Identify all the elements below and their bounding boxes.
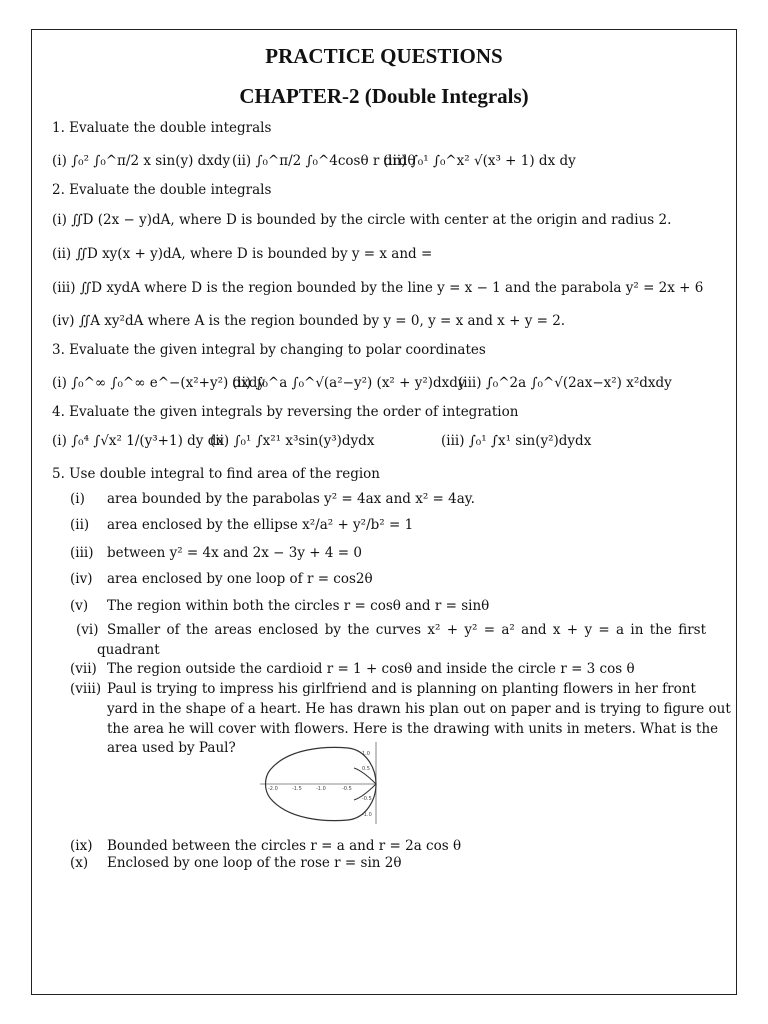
q3-part-ii: (ii) ∫₀^a ∫₀^√(a²−y²) (x² + y²)dxdy [232,375,466,391]
q3-prompt: 3. Evaluate the given integral by changing to polar coordinates [52,342,486,358]
q5-item-text: Smaller of the areas enclosed by the curves x² + y² = a² and x + y = a in the first [107,622,706,638]
chapter-subtitle: CHAPTER-2 (Double Integrals) [239,84,529,108]
q2-prompt: 2. Evaluate the double integrals [52,182,272,198]
y-tick-label: 0.5 [362,766,370,772]
q5-item-num: (iii) [70,545,94,561]
q5-item-text: area bounded by the parabolas y² = 4ax and x² = 4ay. [107,491,475,507]
x-tick-label: -0.5 [342,786,352,792]
q5-item-num: (vi) [76,622,99,638]
q1-part-ii: (ii) ∫₀^π/2 ∫₀^4cosθ r drdθ [232,153,416,169]
y-tick-label: 1.0 [362,751,370,757]
q4-part-i: (i) ∫₀⁴ ∫√x² 1/(y³+1) dy dx [52,433,224,449]
q5-item-num: (v) [70,598,89,614]
q5-item-num: (ix) [70,838,93,854]
q5-item-text: area enclosed by the ellipse x²/a² + y²/b² = 1 [107,517,414,533]
q3-part-i: (i) ∫₀^∞ ∫₀^∞ e^−(x²+y²) dxdy [52,375,266,391]
q4-part-ii: (ii) ∫₀¹ ∫x²¹ x³sin(y³)dydx [210,433,375,449]
q2-part-iv: (iv) ∬A xy²dA where A is the region bounded by y = 0, y = x and x + y = 2. [52,313,566,329]
q5-item-num: (ii) [70,517,90,533]
page-title: PRACTICE QUESTIONS [265,44,503,68]
q1-part-iii: (iii) ∫₀¹ ∫₀^x² √(x³ + 1) dx dy [383,153,576,169]
q5-item-text: Bounded between the circles r = a and r = 2a cos θ [107,838,462,854]
q1-prompt: 1. Evaluate the double integrals [52,120,272,136]
q5-item-text: The region outside the cardioid r = 1 + cosθ and inside the circle r = 3 cos θ [107,661,635,677]
y-tick-label: -1.0 [362,812,372,818]
q5-item-text: area used by Paul? [107,740,236,756]
q5-prompt: 5. Use double integral to find area of the region [52,466,380,482]
q5-item-text: area enclosed by one loop of r = cos2θ [107,571,373,587]
cardioid-figure [258,740,388,826]
y-tick-label: -0.5 [362,796,372,802]
q5-item-num: (iv) [70,571,93,587]
q5-item-num: (x) [70,855,89,871]
q4-prompt: 4. Evaluate the given integrals by reversing the order of integration [52,404,519,420]
q5-item-num: (i) [70,491,85,507]
q5-item-text: Enclosed by one loop of the rose r = sin 2θ [107,855,402,871]
x-tick-label: -2.0 [268,786,278,792]
q2-part-ii: (ii) ∬D xy(x + y)dA, where D is bounded by y = x and = [52,246,433,262]
x-tick-label: -1.5 [292,786,302,792]
q2-part-i: (i) ∬D (2x − y)dA, where D is bounded by the circle with center at the origin and radius 2. [52,212,672,228]
q5-item-text: quadrant [97,642,160,658]
q2-part-iii: (iii) ∬D xydA where D is the region bounded by the line y = x − 1 and the parabola y² = 2x + 6 [52,280,704,296]
q5-item-text: between y² = 4x and 2x − 3y + 4 = 0 [107,545,362,561]
q4-part-iii: (iii) ∫₀¹ ∫x¹ sin(y²)dydx [441,433,592,449]
q5-item-text: The region within both the circles r = cosθ and r = sinθ [107,598,490,614]
q5-item-text: Paul is trying to impress his girlfriend and is planning on planting flowers in her front [107,681,696,697]
x-tick-label: -1.0 [316,786,326,792]
q3-part-iii: (iii) ∫₀^2a ∫₀^√(2ax−x²) x²dxdy [458,375,672,391]
q1-part-i: (i) ∫₀² ∫₀^π/2 x sin(y) dxdy [52,153,231,169]
q5-item-text: the area he will cover with flowers. Here is the drawing with units in meters. What is the [107,721,719,737]
q5-item-num: (vii) [70,661,97,677]
q5-item-num: (viii) [70,681,102,697]
q5-item-text: yard in the shape of a heart. He has drawn his plan out on paper and is trying to figure out [107,701,731,717]
